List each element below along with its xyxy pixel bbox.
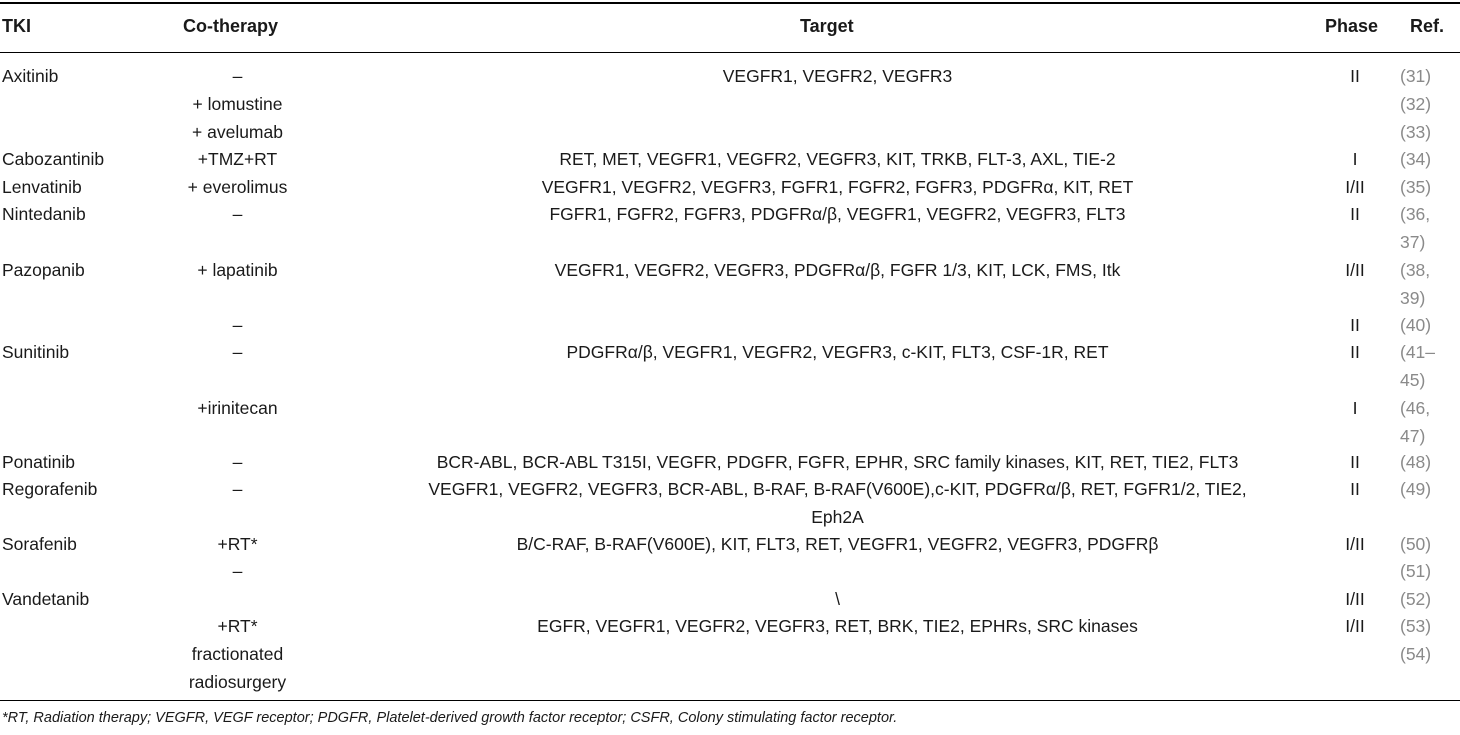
cell-cotherapy [165,394,310,422]
cell-cotherapy-line: + everolimus [187,177,288,197]
cell-cotherapy-line: +irinitecan [197,398,278,418]
cell-ref [1400,585,1460,613]
cell-phase-line: I/II [1345,260,1365,280]
cell-tki [2,338,172,366]
cell-tki-line: Lenvatinib [2,177,82,197]
cell-target [360,145,1315,173]
cell-ref-line: (40) [1400,315,1432,335]
cell-phase [1320,394,1390,422]
cell-target [360,448,1315,476]
cell-cotherapy-line: – [232,204,243,224]
cell-target-line: RET, MET, VEGFR1, VEGFR2, VEGFR3, KIT, TRKB, FLT-3, AXL, TIE-2 [559,149,1116,169]
cell-target-line: BCR-ABL, BCR-ABL T315I, VEGFR, PDGFR, FGFR, EPHR, SRC family kinases, KIT, RET, TIE2, FLT3 [436,452,1239,472]
cell-tki-line: Nintedanib [2,204,86,224]
cell-phase [1320,62,1390,90]
cell-cotherapy-line: +RT* [217,534,258,554]
cell-ref-line: (34) [1400,149,1432,169]
cell-ref [1400,394,1460,450]
cell-phase [1320,338,1390,366]
cell-cotherapy-line: – [232,315,243,335]
cell-phase-line: I/II [1345,589,1365,609]
cell-phase [1320,173,1390,201]
cell-ref [1400,475,1460,503]
cell-ref-line-2: 39) [1400,288,1426,308]
header-rule [0,52,1460,53]
cell-tki [2,256,172,284]
cell-target [360,612,1315,640]
cell-phase-line: II [1350,479,1360,499]
cell-ref-line: (35) [1400,177,1432,197]
cell-ref [1400,256,1460,312]
cell-ref-line: (49) [1400,479,1432,499]
cell-target [360,173,1315,201]
cell-cotherapy-line: +TMZ+RT [197,149,278,169]
cell-tki [2,585,172,613]
cell-target-line: B/C-RAF, B-RAF(V600E), KIT, FLT3, RET, VEGFR1, VEGFR2, VEGFR3, PDGFRβ [516,534,1159,554]
cell-phase-line: I/II [1345,534,1365,554]
cell-target [360,585,1315,613]
cell-cotherapy [165,90,310,118]
cell-cotherapy-line: – [232,66,243,86]
cell-cotherapy-line: – [232,452,243,472]
header-ref: Ref. [1410,16,1445,36]
cell-cotherapy-line: – [232,342,243,362]
cell-target-line: VEGFR1, VEGFR2, VEGFR3, BCR-ABL, B-RAF, B-RAF(V600E),c-KIT, PDGFRα/β, RET, FGFR1/2, TIE2, [428,479,1247,499]
cell-tki-line: Vandetanib [2,589,90,609]
cell-phase-line: II [1350,452,1360,472]
cell-cotherapy [165,530,310,558]
cell-ref-line: (50) [1400,534,1432,554]
cell-cotherapy [165,311,310,339]
cell-tki [2,475,172,503]
cell-phase [1320,448,1390,476]
bottom-rule [0,700,1460,701]
cell-target-line: VEGFR1, VEGFR2, VEGFR3 [722,66,953,86]
cell-tki-line: Regorafenib [2,479,98,499]
cell-phase [1320,612,1390,640]
cell-target-line-2: Eph2A [811,507,864,527]
cell-phase [1320,145,1390,173]
cell-ref-line: (32) [1400,94,1432,114]
cell-cotherapy-line-2: radiosurgery [188,672,287,692]
cell-phase-line: I/II [1345,616,1365,636]
cell-target-line: VEGFR1, VEGFR2, VEGFR3, PDGFRα/β, FGFR 1/3, KIT, LCK, FMS, Itk [554,260,1121,280]
cell-ref-line: (36, [1400,204,1431,224]
cell-phase [1320,311,1390,339]
cell-cotherapy-line: – [232,479,243,499]
header-cotherapy: Co-therapy [183,16,279,36]
cell-cotherapy [165,256,310,284]
cell-ref-line: (31) [1400,66,1432,86]
cell-cotherapy [165,62,310,90]
cell-tki [2,200,172,228]
cell-cotherapy-line: – [232,561,243,581]
cell-tki [2,62,172,90]
cell-ref-line-2: 37) [1400,232,1426,252]
cell-phase [1320,200,1390,228]
cell-ref-line: (54) [1400,644,1432,664]
cell-ref-line: (46, [1400,398,1431,418]
cell-phase-line: I/II [1345,177,1365,197]
cell-cotherapy [165,475,310,503]
cell-cotherapy [165,640,310,696]
cell-ref [1400,200,1460,256]
cell-ref [1400,311,1460,339]
footnote: *RT, Radiation therapy; VEGFR, VEGF receptor; PDGFR, Platelet-derived growth factor receptor; CSFR, Colony stimulating factor receptor. [2,710,898,726]
cell-tki-line: Axitinib [2,66,59,86]
cell-ref-line: (48) [1400,452,1432,472]
cell-target-line: \ [835,589,840,609]
cell-cotherapy [165,612,310,640]
cell-ref [1400,173,1460,201]
cell-ref-line-2: 45) [1400,370,1426,390]
cell-target-line: VEGFR1, VEGFR2, VEGFR3, FGFR1, FGFR2, FGFR3, PDGFRα, KIT, RET [541,177,1134,197]
cell-phase-line: II [1350,342,1360,362]
cell-target-line: PDGFRα/β, VEGFR1, VEGFR2, VEGFR3, c-KIT, FLT3, CSF-1R, RET [566,342,1109,362]
cell-tki [2,530,172,558]
cell-ref [1400,338,1460,394]
cell-ref-line: (53) [1400,616,1432,636]
cell-phase [1320,475,1390,503]
cell-phase-line: II [1350,66,1360,86]
cell-cotherapy [165,173,310,201]
cell-tki-line: Ponatinib [2,452,75,472]
cell-ref-line: (33) [1400,122,1432,142]
cell-target-line: FGFR1, FGFR2, FGFR3, PDGFRα/β, VEGFR1, VEGFR2, VEGFR3, FLT3 [549,204,1126,224]
cell-ref [1400,145,1460,173]
cell-ref [1400,640,1460,668]
cell-phase [1320,585,1390,613]
cell-ref [1400,118,1460,146]
cell-tki-line: Cabozantinib [2,149,105,169]
cell-phase-line: II [1350,315,1360,335]
cell-phase-line: I [1352,149,1358,169]
cell-cotherapy [165,200,310,228]
cell-target [360,256,1315,284]
cell-ref [1400,448,1460,476]
cell-cotherapy [165,118,310,146]
cell-target-line: EGFR, VEGFR1, VEGFR2, VEGFR3, RET, BRK, TIE2, EPHRs, SRC kinases [537,616,1138,636]
cell-phase-line: II [1350,204,1360,224]
cell-cotherapy-line: +RT* [217,616,258,636]
cell-cotherapy-line: + avelumab [192,122,283,142]
header-target: Target [800,16,854,36]
cell-ref-line: (41– [1400,342,1436,362]
cell-tki [2,145,172,173]
cell-ref [1400,90,1460,118]
cell-ref [1400,557,1460,585]
cell-ref [1400,62,1460,90]
top-rule [0,2,1460,4]
cell-ref [1400,530,1460,558]
cell-ref-line-2: 47) [1400,426,1426,446]
cell-cotherapy-line: fractionated [191,644,284,664]
cell-tki [2,173,172,201]
cell-target [360,62,1315,90]
cell-tki [2,448,172,476]
cell-target [360,200,1315,228]
cell-tki-line: Sorafenib [2,534,77,554]
cell-ref-line: (51) [1400,561,1432,581]
cell-phase [1320,256,1390,284]
cell-cotherapy [165,145,310,173]
cell-target [360,475,1315,531]
cell-target [360,338,1315,366]
cell-cotherapy-line: + lapatinib [197,260,278,280]
cell-phase-line: I [1352,398,1358,418]
cell-ref [1400,612,1460,640]
cell-tki-line: Pazopanib [2,260,85,280]
cell-ref-line: (38, [1400,260,1431,280]
cell-cotherapy [165,448,310,476]
cell-target [360,530,1315,558]
cell-cotherapy [165,557,310,585]
cell-tki-line: Sunitinib [2,342,70,362]
header-tki: TKI [2,16,31,36]
cell-cotherapy [165,338,310,366]
cell-cotherapy-line: + lomustine [192,94,283,114]
cell-ref-line: (52) [1400,589,1432,609]
header-phase: Phase [1325,16,1379,36]
cell-phase [1320,530,1390,558]
